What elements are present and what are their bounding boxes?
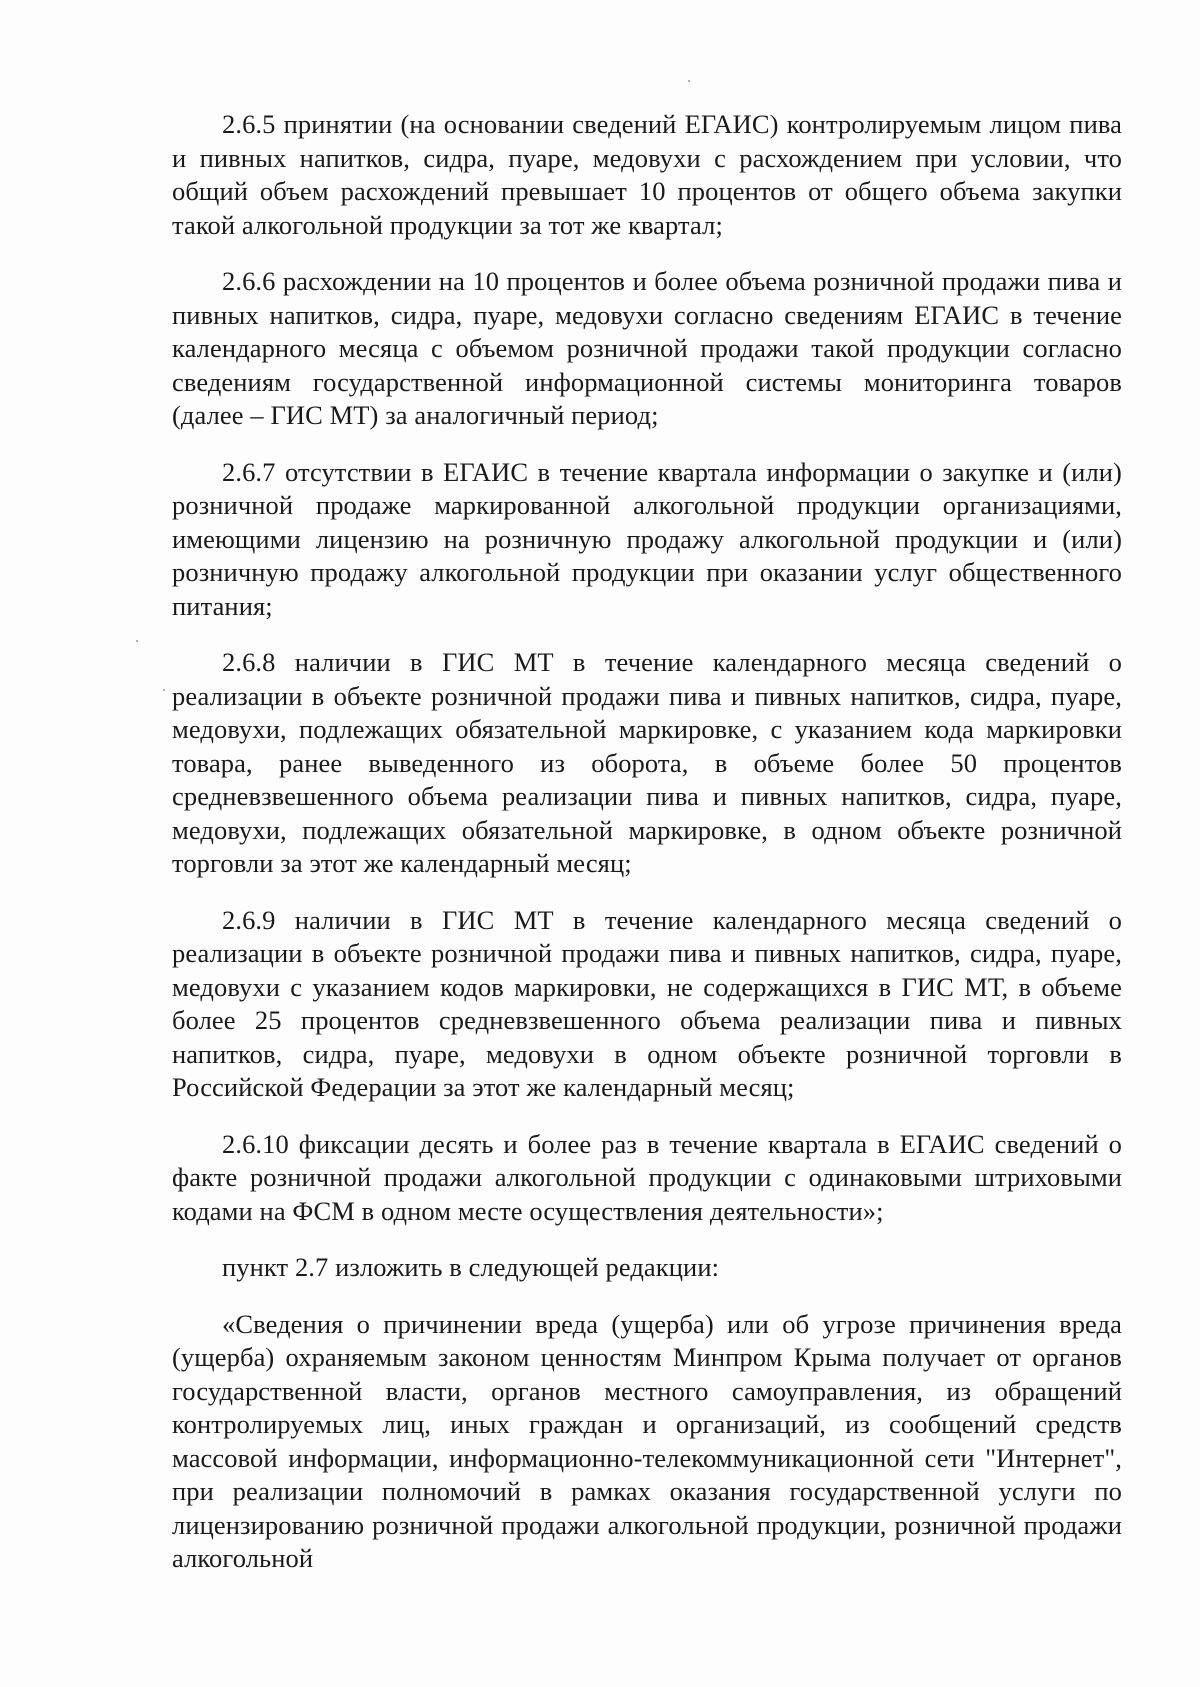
paragraph-2-6-5: 2.6.5 принятии (на основании сведений ЕГАИС) контролируемым лицом пива и пивных напитков, сидра, пуаре, медовухи с расхождением при условии, что общий объем расхождений превышает 10 процентов от общего объема закупки такой алкогольной продукции за тот же квартал; bbox=[172, 109, 1122, 240]
paragraph-point-2-7: пункт 2.7 изложить в следующей редакции: bbox=[222, 1252, 720, 1282]
paragraph-2-6-9: 2.6.9 наличии в ГИС МТ в течение календарного месяца сведений о реализации в объекте розничной продажи пива и пивных напитков, сидра, пуаре, медовухи с указанием кодов маркировки, не содержащихся в ГИС МТ, в объеме более 25 процентов средневзвешенного объема реализации пива и пивных напитков, сидра, пуаре, медовухи в одном объекте розничной торговли в Российской Федерации за этот же календарный месяц; bbox=[172, 904, 1122, 1102]
paragraph-harm-information: «Сведения о причинении вреда (ущерба) или об угрозе причинения вреда (ущерба) охраняемым законом ценностям Минпром Крыма получает от органов государственной власти, органов местного самоуправления, из обращений контролируемых лиц, иных граждан и организаций, из сообщений средств массовой информации, информационно-телекоммуникационной сети "Интернет", при реализации полномочий в рамках оказания государственной услуги по лицензированию розничной продажи алкогольной продукции, розничной продажи алкогольной bbox=[172, 1308, 1122, 1573]
scan-speck bbox=[136, 640, 138, 642]
scan-speck bbox=[688, 80, 690, 82]
paragraph-2-6-7: 2.6.7 отсутствии в ЕГАИС в течение квартала информации о закупке и (или) розничной продаже маркированной алкогольной продукции организациями, имеющими лицензию на розничную продажу алкогольной продукции и (или) розничную продажу алкогольной продукции при оказании услуг общественного питания; bbox=[172, 456, 1122, 621]
paragraph-2-6-8: 2.6.8 наличии в ГИС МТ в течение календарного месяца сведений о реализации в объекте розничной продажи пива и пивных напитков, сидра, пуаре, медовухи, подлежащих обязательной маркировке, с указанием кода маркировки товара, ранее выведенного из оборота, в объеме более 50 процентов средневзвешенного объема реализации пива и пивных напитков, сидра, пуаре, медовухи, подлежащих обязательной маркировке, в одном объекте розничной торговли за этот же календарный месяц; bbox=[172, 647, 1122, 878]
scan-speck bbox=[163, 689, 165, 691]
paragraph-2-6-10: 2.6.10 фиксации десять и более раз в течение квартала в ЕГАИС сведений о факте розничной продажи алкогольной продукции с одинаковыми штриховыми кодами на ФСМ в одном месте осуществления деятельности»; bbox=[172, 1128, 1122, 1226]
document-body bbox=[172, 108, 1122, 1576]
paragraph-2-6-6: 2.6.6 расхождении на 10 процентов и более объема розничной продажи пива и пивных напитков, сидра, пуаре, медовухи согласно сведениям ЕГАИС в течение календарного месяца с объемом розничной продажи такой продукции согласно сведениям государственной информационной системы мониторинга товаров (далее – ГИС МТ) за аналогичный период; bbox=[172, 266, 1122, 430]
